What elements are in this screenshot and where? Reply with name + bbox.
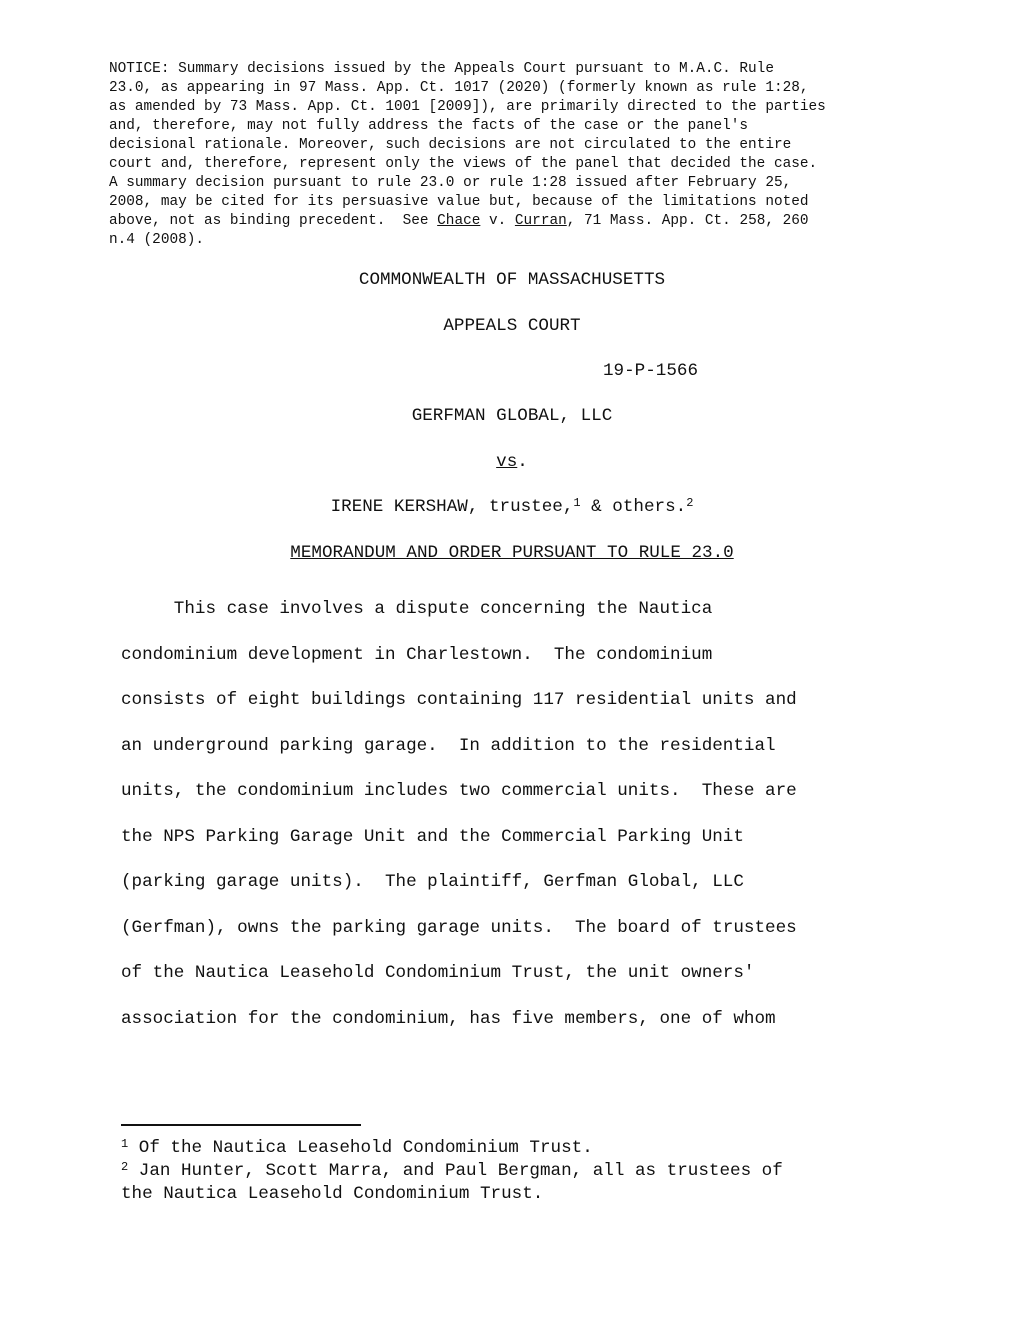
- body-line: consists of eight buildings containing 117 residential units and: [121, 690, 797, 710]
- memorandum-heading-text: MEMORANDUM AND ORDER PURSUANT TO RULE 23.0: [290, 543, 734, 563]
- notice-citation-after: , 71 Mass. App. Ct. 258, 260: [566, 213, 809, 229]
- footnote-ref-1: 1: [573, 496, 581, 510]
- footnote-separator: [121, 1124, 361, 1126]
- body-line: the NPS Parking Garage Unit and the Commercial Parking Unit: [121, 826, 744, 847]
- body-line: (parking garage units). The plaintiff, Gerfman Global, LLC: [121, 872, 744, 892]
- footnote-1-text: Of the Nautica Leasehold Condominium Trust.: [128, 1138, 593, 1158]
- body-paragraph: [121, 587, 911, 1042]
- versus-line: [0, 451, 1024, 473]
- footnote-2: [121, 1160, 911, 1183]
- notice-citation-before: above, not as binding precedent. See: [109, 213, 438, 229]
- body-line: (Gerfman), owns the parking garage units. The board of trustees: [121, 917, 797, 938]
- footnote-ref-2: 2: [686, 496, 694, 510]
- footnotes-block: [121, 1137, 911, 1206]
- body-line: association for the condominium, has five members, one of whom: [121, 1008, 776, 1029]
- notice-line: decisional rationale. Moreover, such decisions are not circulated to the entire: [109, 137, 792, 153]
- defendant-others: & others.: [580, 497, 687, 517]
- notice-line: court and, therefore, represent only the views of the panel that decided the case.: [109, 156, 818, 172]
- notice-line: A summary decision pursuant to rule 23.0 or rule 1:28 issued after February 25,: [109, 175, 792, 191]
- defendant-line: [0, 496, 1024, 518]
- versus-text: vs: [496, 452, 518, 472]
- notice-line: and, therefore, may not fully address the facts of the case or the panel's: [109, 118, 749, 134]
- notice-line: 2008, may be cited for its persuasive value but, because of the limitations noted: [109, 194, 809, 210]
- footnote-2-marker: 2: [121, 1160, 129, 1174]
- footnote-1-marker: 1: [121, 1137, 129, 1151]
- body-line: condominium development in Charlestown. The condominium: [121, 644, 713, 665]
- case-party-curran: Curran: [514, 213, 567, 229]
- docket-number: 19-P-1566: [603, 361, 699, 381]
- notice-line: as amended by 73 Mass. App. Ct. 1001 [2009]), are primarily directed to the parties: [109, 99, 826, 115]
- commonwealth-heading: COMMONWEALTH OF MASSACHUSETTS: [358, 270, 666, 290]
- memorandum-heading: [0, 542, 1024, 564]
- footnote-2-text: Jan Hunter, Scott Marra, and Paul Bergman, all as trustees of: [128, 1161, 783, 1181]
- notice-citation-line: [109, 212, 915, 231]
- body-line: This case involves a dispute concerning the Nautica: [121, 599, 713, 619]
- notice-block: [109, 60, 915, 250]
- plaintiff-name: GERFMAN GLOBAL, LLC: [411, 406, 613, 426]
- footnote-2-continuation: the Nautica Leasehold Condominium Trust.: [121, 1184, 544, 1204]
- notice-line: NOTICE: Summary decisions issued by the Appeals Court pursuant to M.A.C. Rule: [109, 61, 774, 77]
- footnote-1: [121, 1137, 911, 1160]
- body-line: of the Nautica Leasehold Condominium Trust, the unit owners': [121, 963, 755, 983]
- notice-final-line: n.4 (2008).: [109, 232, 204, 248]
- versus-period: .: [517, 452, 528, 472]
- case-party-chace: Chace: [437, 213, 481, 229]
- court-name: APPEALS COURT: [443, 316, 581, 336]
- body-line: units, the condominium includes two commercial units. These are: [121, 781, 797, 801]
- defendant-name: IRENE KERSHAW, trustee,: [330, 497, 574, 517]
- body-line: an underground parking garage. In addition to the residential: [121, 735, 776, 756]
- notice-line: 23.0, as appearing in 97 Mass. App. Ct. 1017 (2020) (formerly known as rule 1:28,: [109, 80, 809, 96]
- case-versus: v.: [480, 213, 515, 229]
